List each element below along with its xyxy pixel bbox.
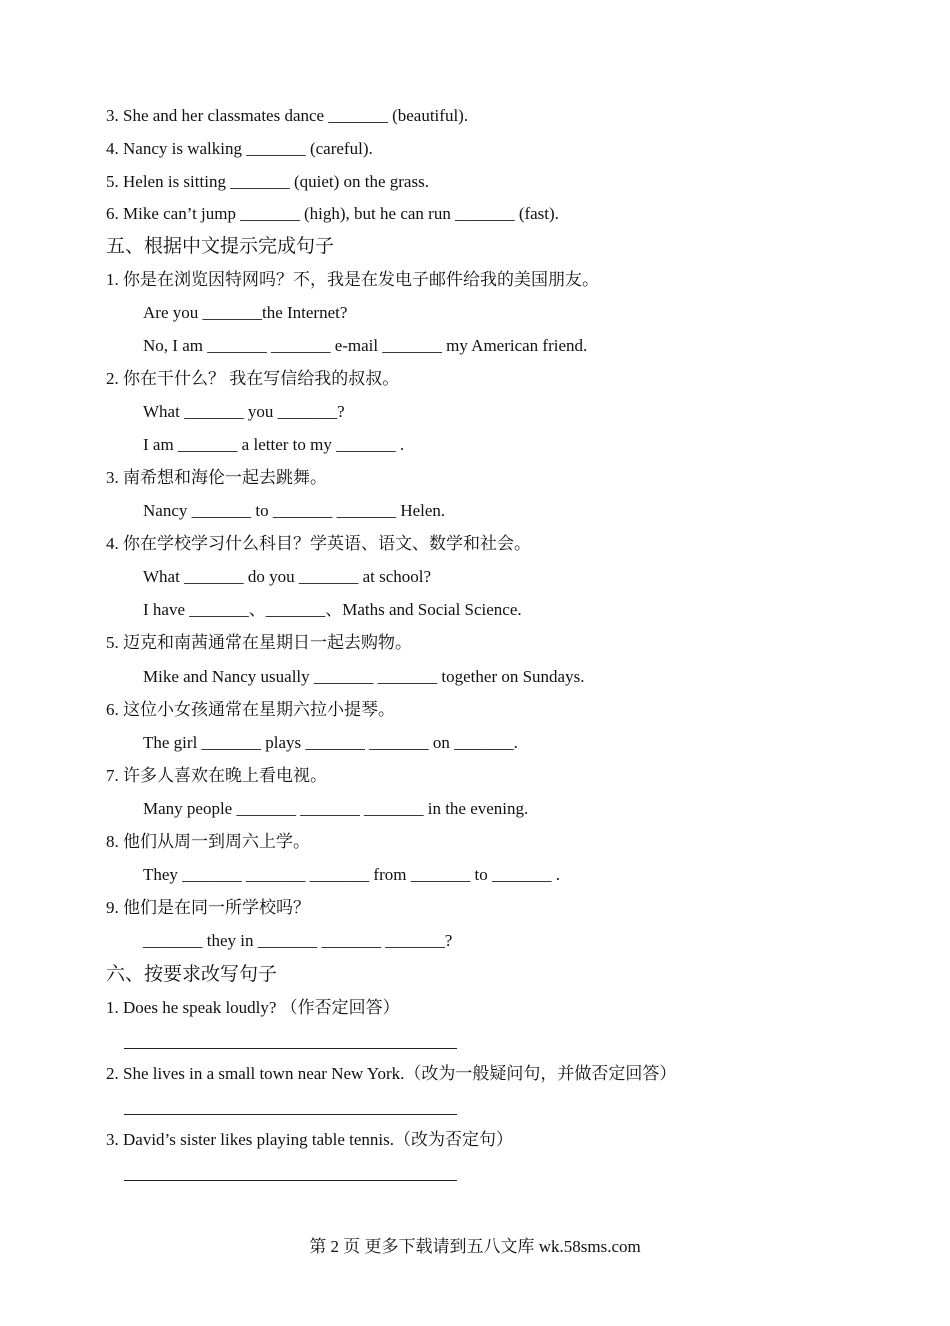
s5-q9: 9. 他们是在同一所学校吗？ (106, 898, 310, 917)
page-footer: 第 2 页 更多下载请到五八文库 wk.58sms.com (309, 1237, 641, 1256)
s5-q5-answer-1: Mike and Nancy usually _______ _______ together on Sundays. (143, 667, 585, 686)
s4-item-5: 5. Helen is sitting _______ (quiet) on the grass. (106, 172, 429, 191)
s5-q2-answer-2: I am _______ a letter to my _______ . (143, 435, 405, 454)
s5-q6-answer-1: The girl _______ plays _______ _______ on _______. (143, 733, 518, 752)
s5-q4-answer-1: What _______ do you _______ at school? (143, 567, 432, 586)
s5-q5: 5. 迈克和南茜通常在星期日一起去购物。 (106, 633, 412, 652)
s6-item-3-answer-line (124, 1180, 457, 1181)
s6-item-1: 1. Does he speak loudly? （作否定回答） (106, 998, 400, 1017)
s5-q4-answer-2: I have _______、_______、Maths and Social Science. (143, 600, 522, 619)
s4-item-4: 4. Nancy is walking _______ (careful). (106, 139, 373, 158)
s6-item-3: 3. David’s sister likes playing table tennis.（改为否定句） (106, 1130, 514, 1149)
s5-q1-answer-1: Are you _______the Internet? (143, 303, 348, 322)
s6-item-2: 2. She lives in a small town near New York.（改为一般疑问句，并做否定回答） (106, 1064, 677, 1083)
s5-q3-answer-1: Nancy _______ to _______ _______ Helen. (143, 501, 446, 520)
s5-q3: 3. 南希想和海伦一起去跳舞。 (106, 468, 327, 487)
s5-q9-answer-1: _______ they in _______ _______ _______? (143, 931, 453, 950)
s6-item-2-answer-line (124, 1114, 457, 1115)
s5-q1: 1. 你是在浏览因特网吗？不，我是在发电子邮件给我的美国朋友。 (106, 270, 599, 289)
s5-q1-answer-2: No, I am _______ _______ e-mail _______ my American friend. (143, 336, 588, 355)
section6-heading: 六、按要求改写句子 (106, 963, 278, 985)
section5-heading: 五、根据中文提示完成句子 (106, 235, 335, 257)
s5-q7-answer-1: Many people _______ _______ _______ in the evening. (143, 799, 529, 818)
s6-item-1-answer-line (124, 1048, 457, 1049)
s5-q7: 7. 许多人喜欢在晚上看电视。 (106, 766, 327, 785)
s5-q6: 6. 这位小女孩通常在星期六拉小提琴。 (106, 700, 395, 719)
s4-item-6: 6. Mike can’t jump _______ (high), but he can run _______ (fast). (106, 204, 559, 223)
s5-q8: 8. 他们从周一到周六上学。 (106, 832, 310, 851)
s5-q4: 4. 你在学校学习什么科目？学英语、语文、数学和社会。 (106, 534, 531, 553)
s5-q2: 2. 你在干什么？ 我在写信给我的叔叔。 (106, 369, 400, 388)
s5-q8-answer-1: They _______ _______ _______ from _______ to _______ . (143, 865, 560, 884)
s5-q2-answer-1: What _______ you _______? (143, 402, 345, 421)
s4-item-3: 3. She and her classmates dance _______ (beautiful). (106, 106, 469, 125)
